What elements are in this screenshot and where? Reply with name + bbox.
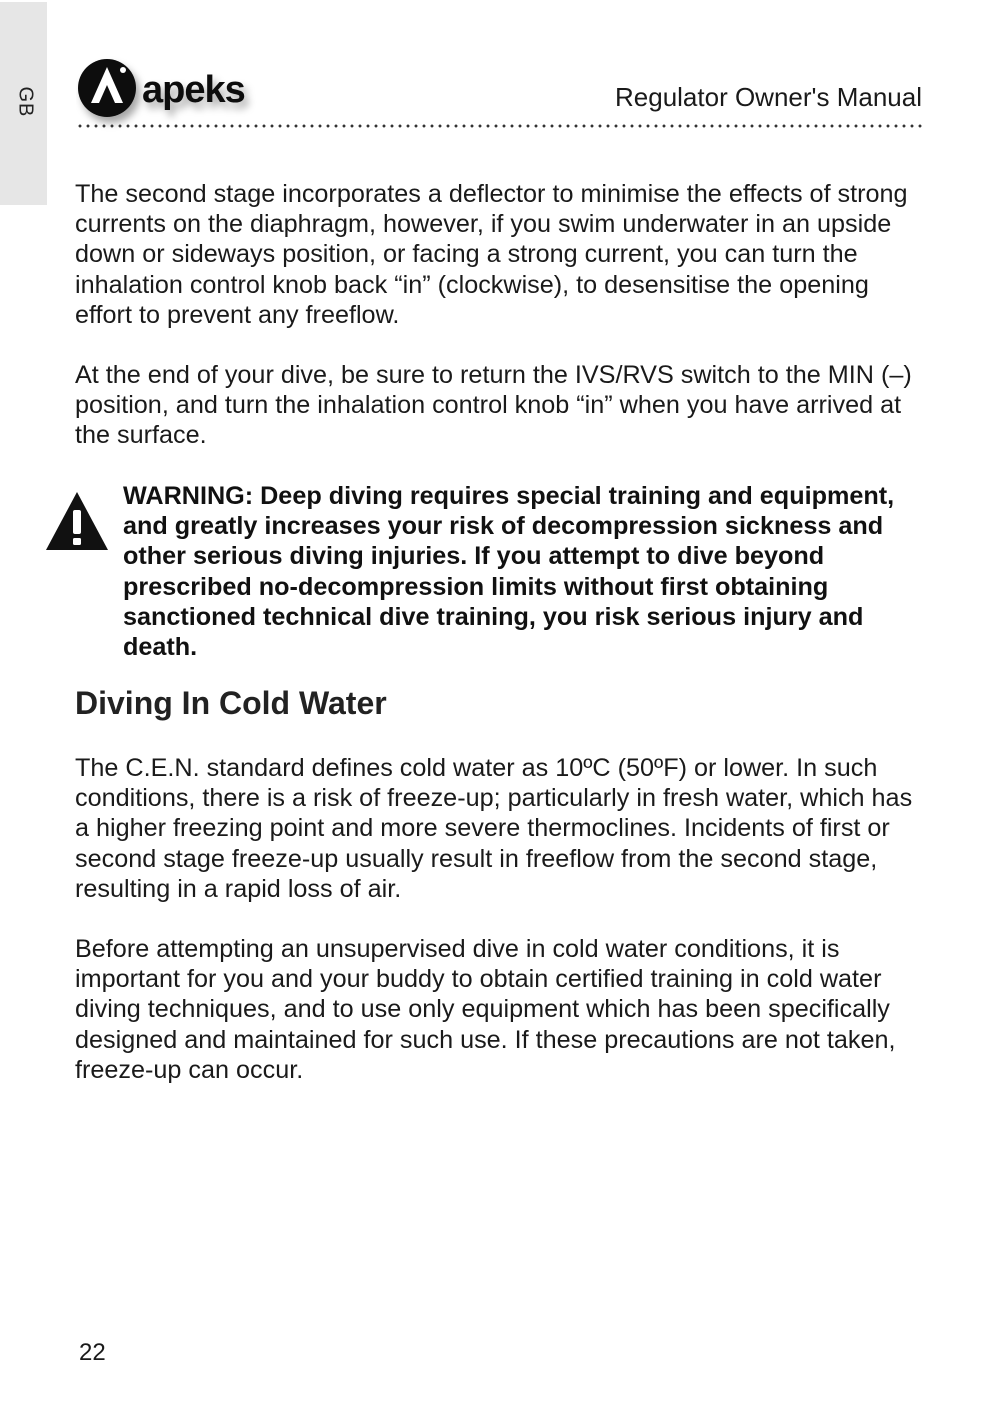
paragraph-deflector: The second stage incorporates a deflector to minimise the effects of strong currents on the diaphragm, however, if you swim underwater in an upside down or sideways position, or facing a strong current, you can turn the inhalation control knob back “in” (clockwise), to desensitise the opening effort to prevent any freeflow. [75,180,908,329]
paragraph-cen-standard: The C.E.N. standard defines cold water as 10ºC (50ºF) or lower. In such conditions, there is a risk of freeze-up; particularly in fresh water, which has a higher freezing point and more severe thermoclines. Incidents of first or second stage freeze-up usually result in freeflow from the second stage, resulting in a rapid loss of air. [75,754,913,903]
manual-title: Regulator Owner's Manual [615,82,922,112]
section-heading: Diving In Cold Water [75,685,387,721]
paragraph-cold-water-training: Before attempting an unsupervised dive in cold water conditions, it is important for you and your buddy to obtain certified training in cold water diving techniques, and to use only equipment which has been specifically designed and maintained for such use. If these precautions are not taken, freeze-up can occur. [75,935,896,1084]
warning-triangle-icon [44,490,110,552]
warning-text: WARNING: Deep diving requires special training and equipment, and greatly increases your risk of decompression sickness and other serious diving injuries. If you attempt to dive beyond prescribed no-decompression limits without first obtaining sanctioned technical dive training, you risk serious injury and death. [123,482,895,662]
svg-text:apeks: apeks [142,69,245,111]
language-tab [0,2,47,205]
apeks-logo-graphic [76,55,316,135]
paragraph-end-of-dive: At the end of your dive, be sure to return the IVS/RVS switch to the MIN (–) position, and turn the inhalation control knob “in” when you have arrived at the surface. [75,361,912,450]
header-divider [76,124,926,128]
page-number: 22 [79,1339,106,1366]
language-label: GB [14,86,37,118]
apeks-logo [76,55,316,135]
